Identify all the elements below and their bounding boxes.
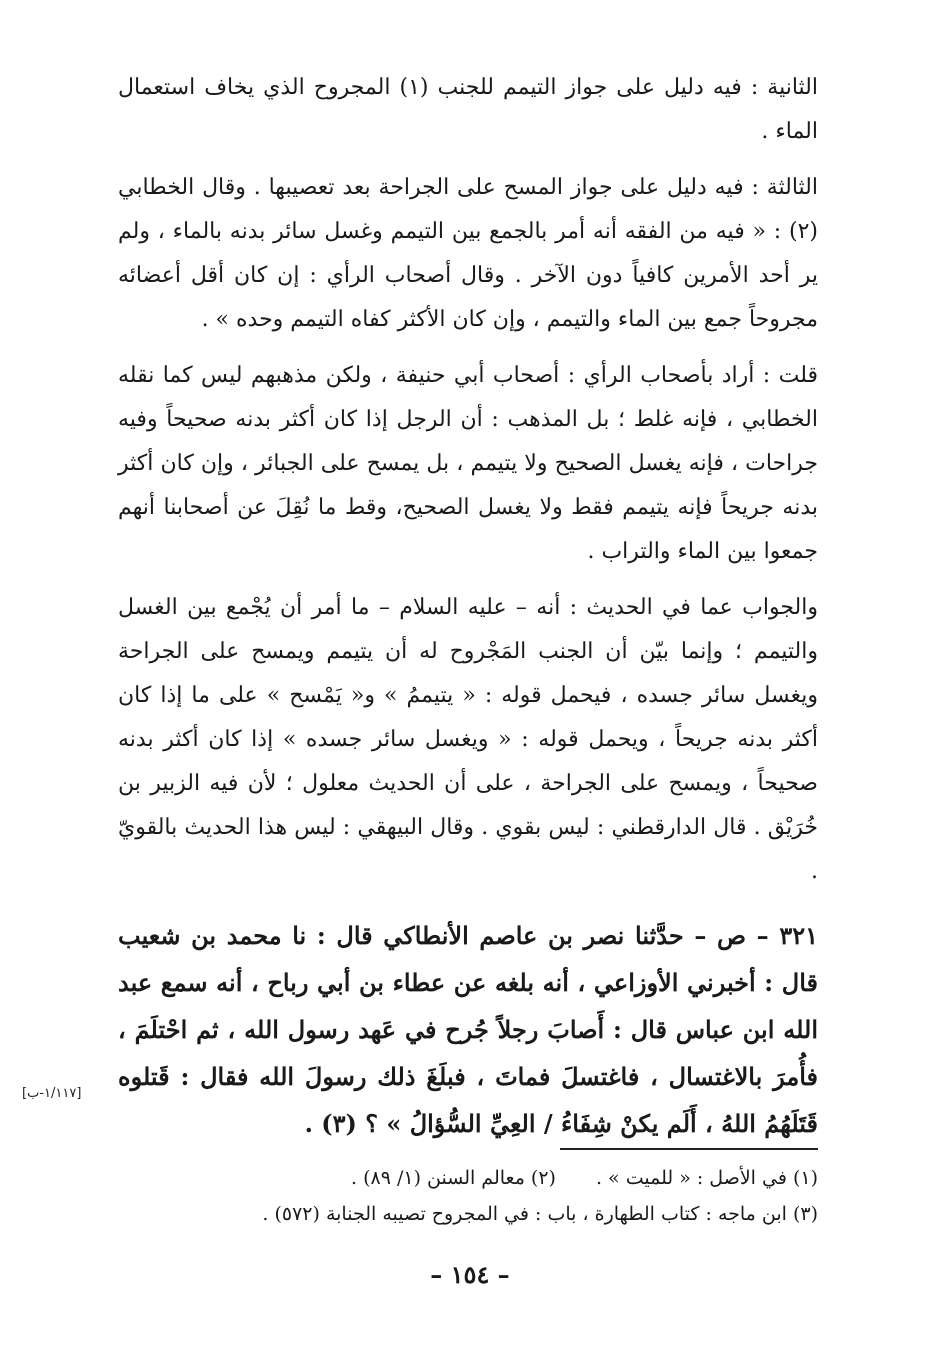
footnote-1: (١) في الأصل : « للميت » . [595, 1167, 818, 1189]
main-text [118, 66, 818, 1147]
paragraph-answer: والجواب عما في الحديث : أنه – عليه السلام – ما أمر أن يُجْمع بين الغسل والتيمم ؛ وإنما بيّن أن الجنب المَجْروح له أن يتيمم ويمسح على الجراحة ويغسل سائر جسده ، فيحمل قوله : « يتيممُ » و« يَمْسح » على ما إذا كان أكثر بدنه جريحاً ، ويحمل قوله : « ويغسل سائر جسده » إذا كان أكثر بدنه صحيحاً ، ويمسح على الجراحة ، على أن الحديث معلول ؛ لأن فيه الزبير بن خُرَيْق . قال الدارقطني : ليس بقوي . وقال البيهقي : ليس هذا الحديث بالقويّ . [118, 595, 818, 884]
paragraph-author-comment: قلت : أراد بأصحاب الرأي : أصحاب أبي حنيفة ، ولكن مذهبهم ليس كما نقله الخطابي ، فإنه غلط ؛ بل المذهب : أن الرجل إذا كان أكثر بدنه صحيحاً وفيه جراحات ، فإنه يغسل الصحيح ولا يتيمم ، بل يمسح على الجبائر ، وإن كان أكثر بدنه جريحاً فإنه يتيمم فقط ولا يغسل الصحيح، وقط ما نُقِلَ عن أصحابنا أنهم جمعوا بين الماء والتراب . [118, 363, 818, 564]
paragraph-second-point: الثانية : فيه دليل على جواز التيمم للجنب (١) المجروح الذي يخاف استعمال الماء . [118, 75, 818, 144]
manuscript-folio-note: [١/١١٧-ب] [22, 1086, 82, 1101]
hadith-321: ٣٢١ – ص – حدَّثنا نصر بن عاصم الأنطاكي قال : نا محمد بن شعيب قال : أخبرني الأوزاعي ، أنه بلغه عن عطاء بن أبي رباح ، أنه سمع عبد الله ابن عباس قال : أَصابَ رجلاً جُرح في عَهد رسول الله ، ثم احْتلَمَ ، فأُمرَ بالاغتسال ، فاغتسلَ فماتَ ، فبلَغَ ذلك رسولَ الله فقال : قَتلوه قَتَلَهُمُ اللهُ ، أَلَم يكنْ شِفَاءُ / العِيِّ السُّؤالُ » ؟ (٣) . [118, 921, 818, 1138]
footnotes [118, 1160, 818, 1232]
paragraph-third-point: الثالثة : فيه دليل على جواز المسح على الجراحة بعد تعصيبها . وقال الخطابي (٢) : « فيه من الفقه أنه أمر بالجمع بين التيمم وغسل سائر بدنه بالماء ، ولم ير أحد الأمرين كافياً دون الآخر . وقال أصحاب الرأي : إن كان أقل أعضائه مجروحاً جمع بين الماء والتيمم ، وإن كان الأكثر كفاه التيمم وحده » . [118, 175, 818, 332]
footnote-row [118, 1160, 818, 1196]
footnote-2: (٢) معالم السنن (١/ ٨٩) . [351, 1167, 556, 1189]
footnote-divider [560, 1148, 818, 1150]
page-number: – ١٥٤ – [430, 1260, 510, 1289]
footnote-3: (٣) ابن ماجه : كتاب الطهارة ، باب : في المجروح تصيبه الجنابة (٥٧٢) . [262, 1203, 818, 1225]
